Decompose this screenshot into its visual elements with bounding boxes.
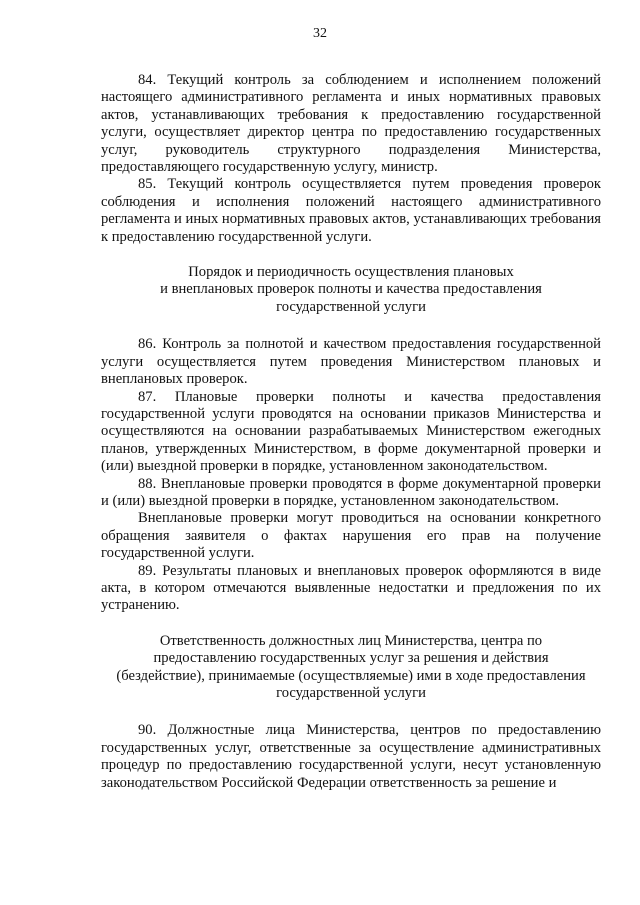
page-number: 32 <box>313 26 327 41</box>
paragraph-88: 88. Внеплановые проверки проводятся в форме документарной проверки и (или) выездной проверки в порядке, установленном законодательством. <box>101 475 601 509</box>
heading-line: Порядок и периодичность осуществления плановых <box>188 264 514 281</box>
heading-line: государственной услуги <box>276 298 426 315</box>
paragraph-87: 87. Плановые проверки полноты и качества предоставления государственной услуги проводятся на основании приказов Министерства и осуществляются на основании разрабатываемых Министерством ежегодных планов, утвержденных Министерством, в форме документарной проверки и (или) выездной проверки в порядке, установленном законодательством. <box>101 388 601 475</box>
paragraph-90: 90. Должностные лица Министерства, центров по предоставлению государственных услуг, ответственные за осуществление административных процедур по предоставлению государственной услуги, несут установленную законодательством Российской Федерации ответственность за решение и <box>101 722 601 791</box>
heading-line: государственной услуги <box>276 685 426 701</box>
paragraph-84: 84. Текущий контроль за соблюдением и исполнением положений настоящего административного регламента и иных нормативных правовых актов, устанавливающих требования к предоставлению государственной услуги, осуществляет директор центра по предоставлению государственных услуг, руководитель структурного подразделения Министерства, предоставляющего государственную услугу, министр. <box>101 72 601 176</box>
paragraph-85: 85. Текущий контроль осуществляется путем проведения проверок соблюдения и исполнения положений настоящего административного регламента и иных нормативных правовых актов, устанавливающих требования к предоставлению государственной услуги. <box>101 176 601 245</box>
section-heading-inspections <box>101 264 601 316</box>
heading-line: (бездействие), принимаемые (осуществляемые) ими в ходе предоставления <box>116 667 586 684</box>
heading-line: предоставлению государственных услуг за решения и действия <box>153 650 549 667</box>
paragraph-88-continued: Внеплановые проверки могут проводиться на основании конкретного обращения заявителя о фактах нарушения его прав на получение государственной услуги. <box>101 510 601 562</box>
paragraph-86: 86. Контроль за полнотой и качеством предоставления государственной услуги осуществляется путем проведения Министерством плановых и внеплановых проверок. <box>101 336 601 388</box>
heading-line: и внеплановых проверок полноты и качества предоставления <box>160 281 542 298</box>
document-body <box>101 72 601 792</box>
heading-line: Ответственность должностных лиц Министерства, центра по <box>159 632 543 649</box>
section-heading-responsibility <box>101 633 601 703</box>
paragraph-89: 89. Результаты плановых и внеплановых проверок оформляются в виде акта, в котором отмечаются выявленные недостатки и предложения по их устранению. <box>101 562 601 614</box>
